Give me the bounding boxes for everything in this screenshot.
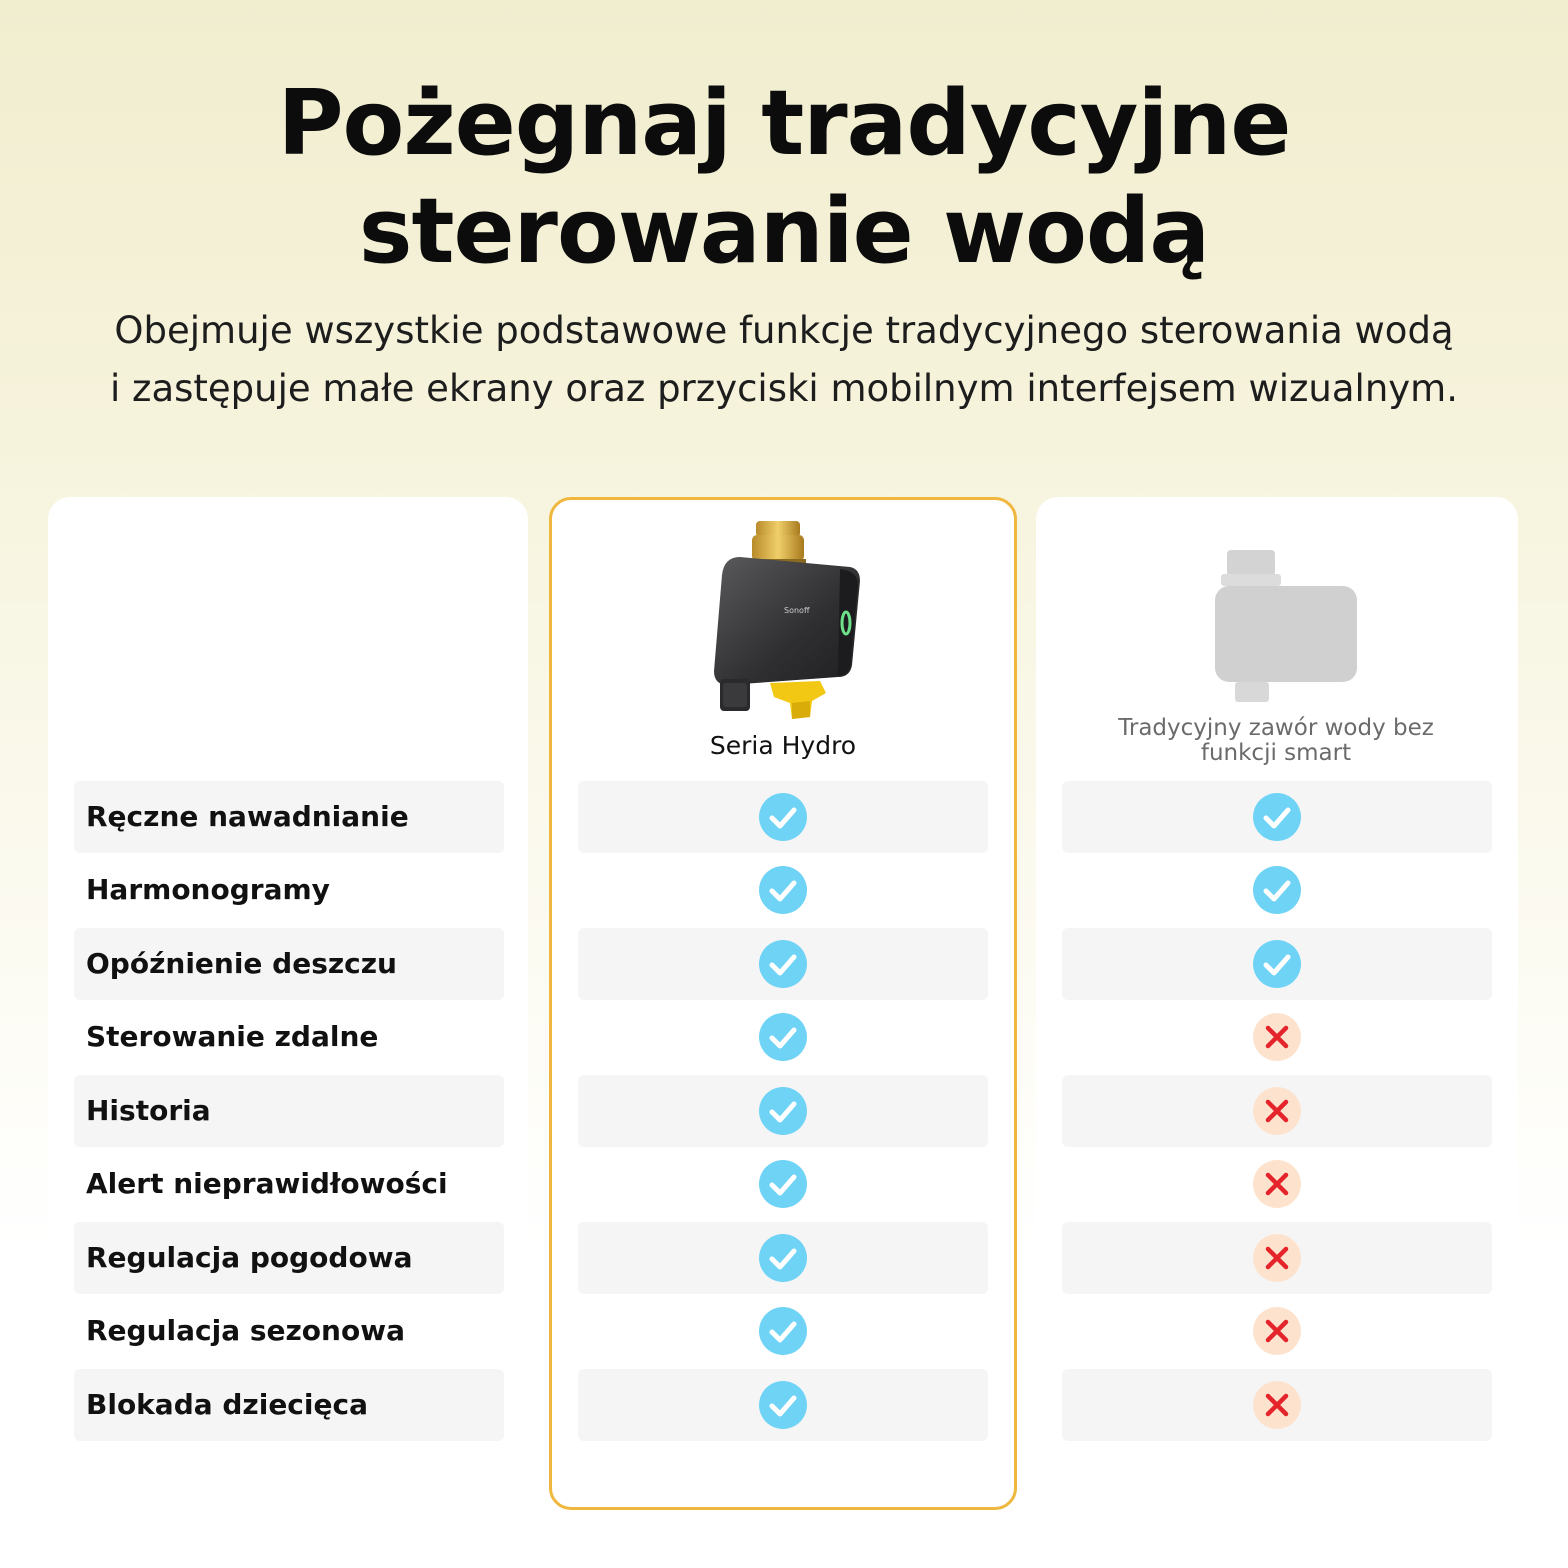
title-line-1: Pożegnaj tradycyjne (277, 71, 1291, 176)
check-icon (759, 940, 807, 988)
feature-label: Harmonogramy (86, 873, 330, 906)
hydro-cell (578, 1075, 988, 1147)
feature-label: Opóźnienie deszczu (86, 947, 397, 980)
page-subtitle (60, 302, 1508, 418)
traditional-water-timer-icon (1205, 548, 1365, 706)
feature-label: Regulacja sezonowa (86, 1314, 405, 1347)
subtitle-line-1: Obejmuje wszystkie podstawowe funkcje tradycyjnego sterowania wodą (114, 309, 1454, 352)
hydro-cell (578, 854, 988, 926)
feature-row (74, 1369, 504, 1441)
cross-icon (1253, 1160, 1301, 1208)
feature-row (74, 928, 504, 1000)
check-icon (1253, 793, 1301, 841)
cross-icon (1253, 1087, 1301, 1135)
traditional-cell (1062, 1369, 1492, 1441)
traditional-cell (1062, 781, 1492, 853)
hydro-cell (578, 928, 988, 1000)
hydro-cell (578, 1295, 988, 1367)
feature-row (74, 1075, 504, 1147)
feature-label: Historia (86, 1094, 211, 1127)
traditional-column-title (1090, 716, 1462, 766)
check-icon (1253, 866, 1301, 914)
traditional-cell (1062, 1295, 1492, 1367)
subtitle-line-2: i zastępuje małe ekrany oraz przyciski mobilnym interfejsem wizualnym. (110, 367, 1458, 410)
cross-icon (1253, 1234, 1301, 1282)
check-icon (759, 1381, 807, 1429)
traditional-cell (1062, 1001, 1492, 1073)
device-logo (784, 606, 810, 615)
feature-row (74, 1295, 504, 1367)
feature-row (74, 781, 504, 853)
cross-icon (1253, 1013, 1301, 1061)
cross-icon (1253, 1307, 1301, 1355)
feature-label: Regulacja pogodowa (86, 1241, 413, 1274)
cross-icon (1253, 1381, 1301, 1429)
feature-label: Sterowanie zdalne (86, 1020, 379, 1053)
check-icon (759, 1234, 807, 1282)
feature-row (74, 1148, 504, 1220)
hydro-cell (578, 1148, 988, 1220)
traditional-title-line-2: funkcji smart (1200, 740, 1352, 766)
feature-label: Alert nieprawidłowości (86, 1167, 448, 1200)
smart-water-valve-icon (700, 515, 870, 725)
check-icon (759, 1307, 807, 1355)
traditional-cell (1062, 1075, 1492, 1147)
feature-row (74, 854, 504, 926)
hydro-cell (578, 1001, 988, 1073)
check-icon (759, 1013, 807, 1061)
feature-label: Ręczne nawadnianie (86, 800, 409, 833)
hydro-cell (578, 1222, 988, 1294)
traditional-title-line-1: Tradycyjny zawór wody bez (1118, 715, 1434, 741)
feature-row (74, 1222, 504, 1294)
traditional-cell (1062, 928, 1492, 1000)
check-icon (759, 793, 807, 841)
check-icon (1253, 940, 1301, 988)
page-title (0, 70, 1568, 286)
traditional-cell (1062, 1148, 1492, 1220)
feature-label: Blokada dziecięca (86, 1388, 368, 1421)
traditional-cell (1062, 854, 1492, 926)
check-icon (759, 1160, 807, 1208)
check-icon (759, 1087, 807, 1135)
svg-text:Sonoff: Sonoff (784, 606, 810, 615)
hydro-column-title: Seria Hydro (709, 731, 857, 760)
check-icon (759, 866, 807, 914)
hydro-cell (578, 781, 988, 853)
traditional-cell (1062, 1222, 1492, 1294)
feature-row (74, 1001, 504, 1073)
title-line-2: sterowanie wodą (358, 179, 1210, 284)
hydro-cell (578, 1369, 988, 1441)
